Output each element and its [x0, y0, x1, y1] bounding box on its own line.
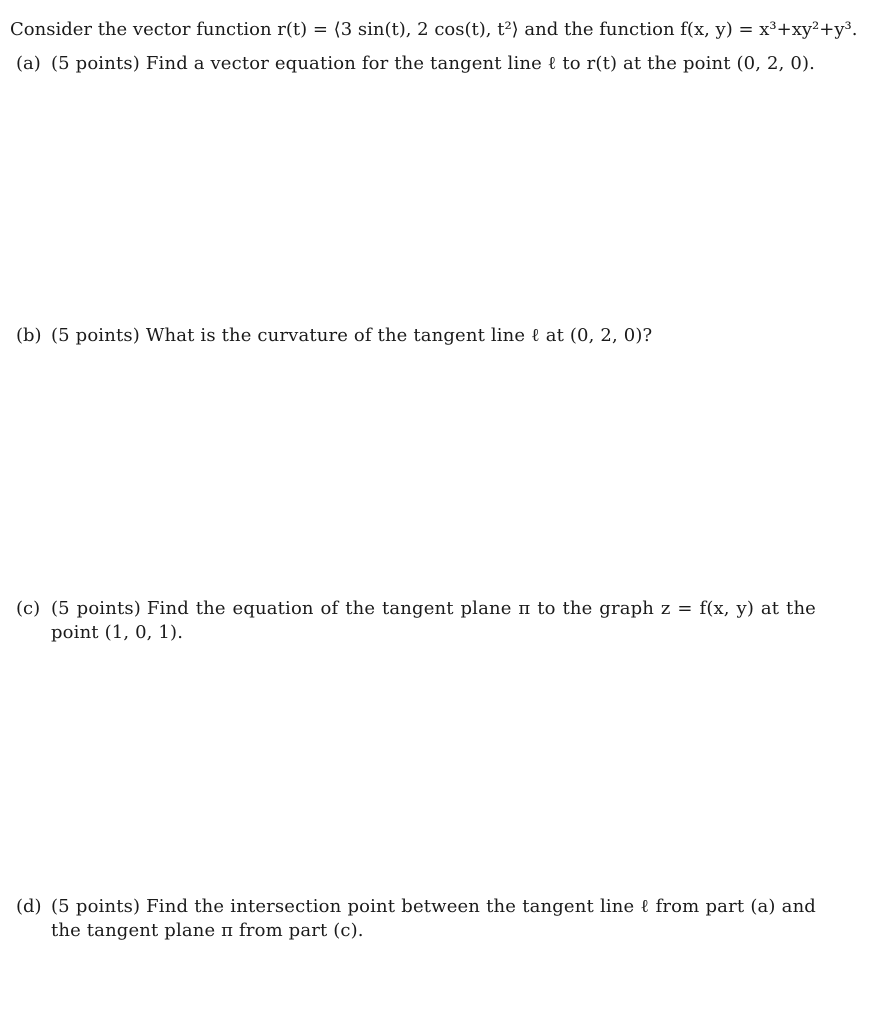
question-text: Find the intersection point between the tangent line ℓ from part (a) and the tangent plane π from part (c). [51, 896, 816, 941]
question-label: (b) [16, 325, 42, 346]
question-a [16, 52, 816, 76]
question-points: (5 points) [51, 325, 140, 346]
question-text: Find the equation of the tangent plane π to the graph z = f(x, y) at the point (1, 0, 1). [51, 598, 816, 643]
question-body [51, 324, 816, 348]
question-body [51, 597, 816, 645]
question-label: (d) [16, 896, 42, 917]
question-points: (5 points) [51, 598, 141, 619]
question-label: (c) [16, 598, 41, 619]
question-c [16, 597, 816, 645]
question-text: Find a vector equation for the tangent line ℓ to r(t) at the point (0, 2, 0). [145, 53, 816, 74]
question-text: What is the curvature of the tangent line ℓ at (0, 2, 0)? [145, 325, 653, 346]
question-body [51, 895, 816, 943]
question-b [16, 324, 816, 348]
question-label: (a) [16, 53, 41, 74]
question-points: (5 points) [51, 896, 141, 917]
problem-intro: Consider the vector function r(t) = ⟨3 sin(t), 2 cos(t), t²⟩ and the function f(x, y) = x³+xy²+y³. [10, 19, 858, 40]
question-body [51, 52, 816, 76]
question-points: (5 points) [51, 53, 140, 74]
question-d [16, 895, 816, 943]
